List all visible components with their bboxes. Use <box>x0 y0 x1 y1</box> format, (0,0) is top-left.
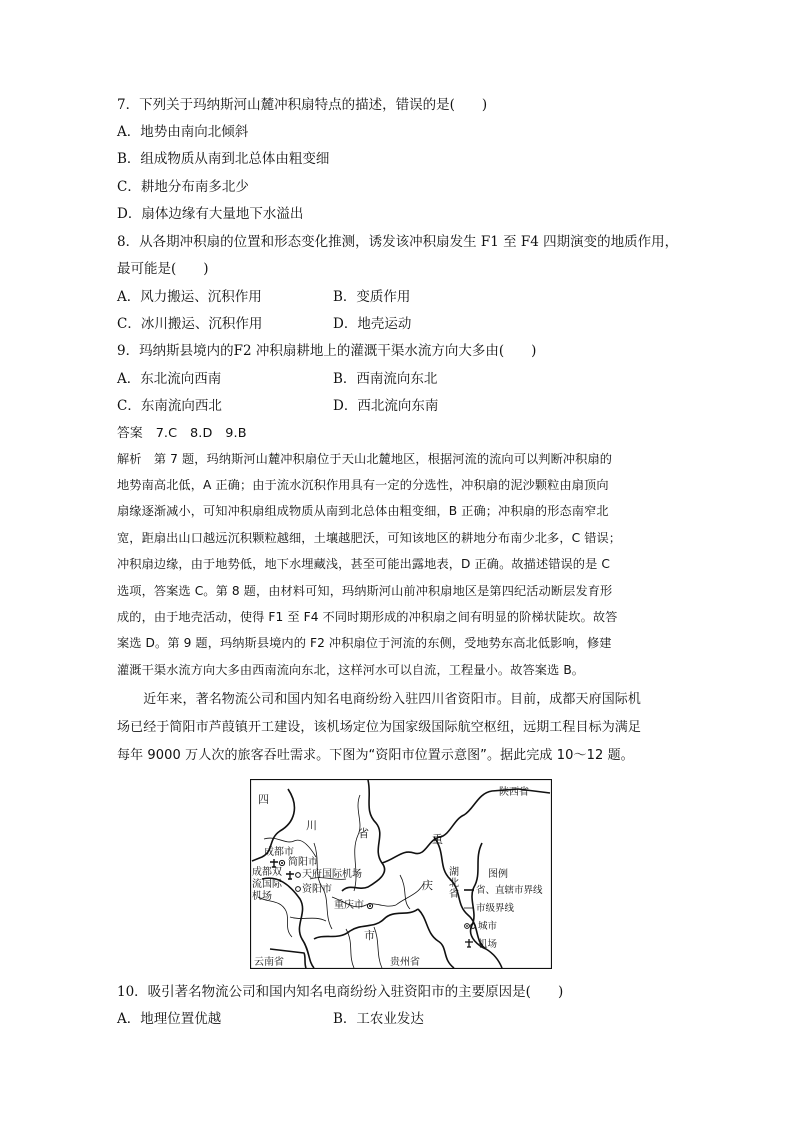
map-label-shaanxi: 陕西省 <box>499 787 529 798</box>
passage-line: 场已经于简阳市芦葭镇开工建设，该机场定位为国家级国际航空枢纽，远期工程目标为满足 <box>117 720 642 735</box>
q10-option-a: A．地理位置优越 <box>117 1011 222 1027</box>
q8-options-cd <box>117 315 412 333</box>
q7-stem: 7．下列关于玛纳斯河山麓冲积扇特点的描述，错误的是( ) <box>117 97 488 113</box>
q9-option-a: A．东北流向西南 <box>117 371 222 387</box>
legend-boundary: 省、直辖市界线 <box>476 885 543 896</box>
legend-airport: 机场 <box>478 939 498 950</box>
q8-options-ab <box>117 288 411 306</box>
map-label-shi: 市 <box>364 929 375 942</box>
map-label-qing: 庆 <box>422 879 433 892</box>
q8-stem-line1: 8．从各期冲积扇的位置和形态变化推测，诱发该冲积扇发生 F1 至 F4 四期演变的地质作用， <box>117 234 679 250</box>
q8-option-c: C．冰川搬运、沉积作用 <box>117 316 263 332</box>
map-label-chuan: 川 <box>306 819 317 832</box>
map-label-chongqing-city: 重庆市 <box>334 900 364 911</box>
q7-option-d: D．扇体边缘有大量地下水溢出 <box>117 206 304 222</box>
ziyang-location-map <box>250 779 552 969</box>
q10-stem: 10．吸引著名物流公司和国内知名电商纷纷入驻资阳市的主要原因是( ) <box>117 984 564 1000</box>
map-label-shuangliu-3: 机场 <box>252 891 272 902</box>
q9-option-b: B．西南流向东北 <box>333 371 438 387</box>
map-label-tianfu: 天府国际机场 <box>302 869 362 880</box>
answer-line: 答案 7.C 8.D 9.B <box>117 426 247 441</box>
q9-option-c: C．东南流向西北 <box>117 398 222 414</box>
map-label-guizhou: 贵州省 <box>390 957 420 968</box>
q10-options-ab <box>117 1010 424 1028</box>
q8-option-a: A．风力搬运、沉积作用 <box>117 289 262 305</box>
explanation-line: 扇缘逐渐减小，可知冲积扇组成物质从南到北总体由粗变细，B 正确；冲积扇的形态南窄北 <box>117 504 609 518</box>
map-label-shuangliu-1: 成都双 <box>252 867 282 878</box>
legend-title: 图例 <box>488 869 508 880</box>
q7-option-a: A．地势由南向北倾斜 <box>117 124 249 140</box>
explanation-line: 地势南高北低，A 正确；由于流水沉积作用具有一定的分选性，冲积扇的泥沙颗粒由扇顶向 <box>117 478 609 492</box>
q9-options-ab <box>117 370 438 388</box>
map-label-hubei-1: 湖 <box>449 867 459 878</box>
map-label-si: 四 <box>258 793 269 806</box>
explanation-line: 宽，距扇出山口越远沉积颗粒越细，土壤越肥沃，可知该地区的耕地分布南少北多，C 错误； <box>117 531 622 545</box>
map-label-chengdu: 成都市 <box>264 847 294 858</box>
q8-option-b: B．变质作用 <box>333 289 411 305</box>
q8-stem-line2: 最可能是( ) <box>117 261 209 277</box>
q9-stem: 9．玛纳斯县境内的F2 冲积扇耕地上的灌溉干渠水流方向大多由( ) <box>117 343 537 359</box>
explanation-line: 选项，答案选 C。第 8 题，由材料可知，玛纳斯河山前冲积扇地区是第四纪活动断层发育形 <box>117 584 613 598</box>
explanation-line: 灌溉干渠水流方向大多由西南流向东北，这样河水可以自流，工程量小。故答案选 B。 <box>117 663 585 677</box>
q7-option-c: C．耕地分布南多北少 <box>117 179 249 195</box>
map-label-sheng: 省 <box>358 827 369 840</box>
explanation-line: 案选 D。第 9 题，玛纳斯县境内的 F2 冲积扇位于河流的东侧，受地势东高北低影响，修建 <box>117 636 612 650</box>
map-label-ziyang: 资阳市 <box>302 884 332 895</box>
map-label-hubei-2: 北 <box>449 878 459 889</box>
passage-line: 每年 9000 万人次的旅客吞吐需求。下图为“资阳市位置示意图”。据此完成 10～12 题。 <box>117 748 634 763</box>
explanation-line: 解析 第 7 题，玛纳斯河山麓冲积扇位于天山北麓地区，根据河流的流向可以判断冲积扇的 <box>117 452 613 466</box>
q9-options-cd <box>117 397 439 415</box>
legend-city: 城市 <box>478 921 498 932</box>
q9-option-d: D．西北流向东南 <box>333 398 439 414</box>
q8-option-d: D．地壳运动 <box>333 316 412 332</box>
map-label-chong: 重 <box>432 833 443 846</box>
q7-option-b: B．组成物质从南到北总体由粗变细 <box>117 151 330 167</box>
map-label-jianyang: 简阳市 <box>288 857 318 868</box>
map-label-yunnan: 云南省 <box>254 957 284 968</box>
explanation-line: 成的，由于地壳活动，使得 F1 至 F4 不同时期形成的冲积扇之间有明显的阶梯状陡坎。故答 <box>117 610 618 624</box>
map-label-shuangliu-2: 流国际 <box>252 879 282 890</box>
map-label-hubei-3: 省 <box>449 889 459 900</box>
explanation-line: 冲积扇边缘，由于地势低，地下水埋藏浅，甚至可能出露地表，D 正确。故描述错误的是 C <box>117 557 610 571</box>
legend-city-boundary: 市级界线 <box>476 903 515 914</box>
q10-option-b: B．工农业发达 <box>333 1011 424 1027</box>
passage-line: 近年来，著名物流公司和国内知名电商纷纷入驻四川省资阳市。目前，成都天府国际机 <box>117 692 642 707</box>
